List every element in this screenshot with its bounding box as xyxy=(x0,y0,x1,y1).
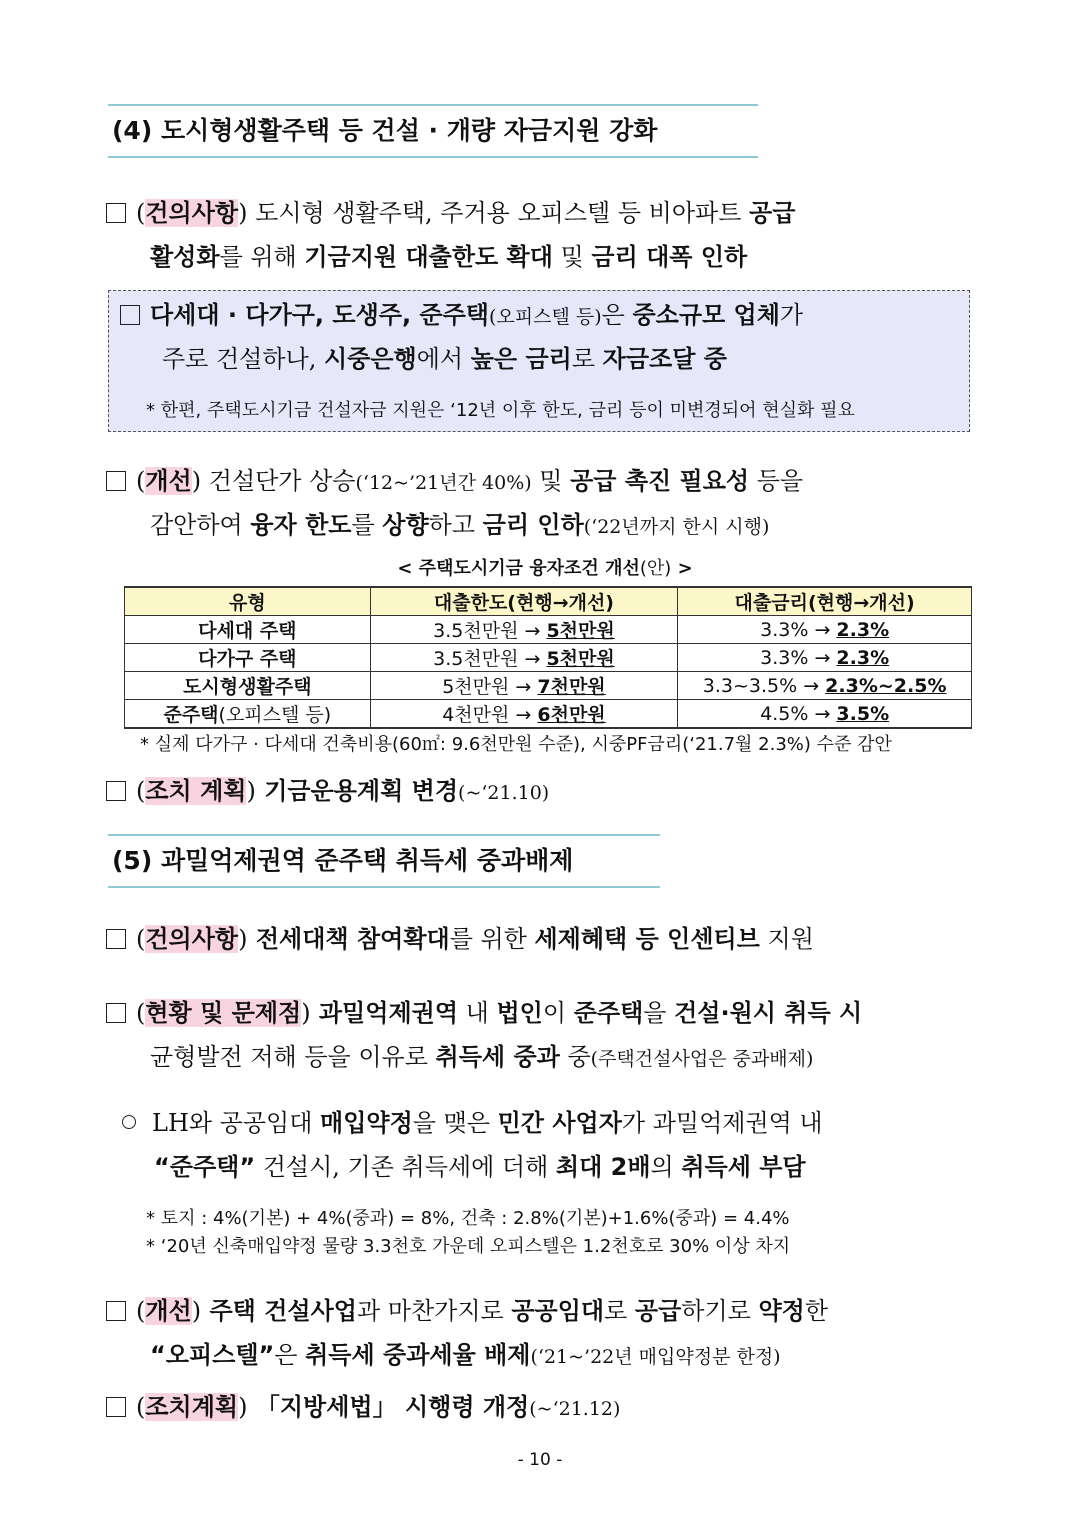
table-row xyxy=(125,700,972,729)
improve-bold: 주택 건설사업 xyxy=(201,1297,357,1325)
box-bold: 자금조달 중 xyxy=(602,345,727,373)
section-5-status-line-2 xyxy=(150,1040,813,1076)
rate-current: 3.3% xyxy=(760,618,809,641)
row-type xyxy=(125,700,371,729)
proposal-bold: 공급 xyxy=(749,199,796,227)
row-type xyxy=(125,644,371,672)
box-text: 은 xyxy=(601,301,633,329)
section-4-plan: (조치 계획) 기금운용계획 변경(~‘21.10) xyxy=(106,774,549,810)
box-small: (오피스텔 등) xyxy=(488,306,602,328)
section-4-improve-line-1: (개선) 건설단가 상승(‘12~’21년간 40%) 및 공급 촉진 필요성 등을 xyxy=(106,464,803,500)
status-bold: 건설·원시 취득 시 xyxy=(674,999,863,1027)
status-bold: 과밀억제권역 xyxy=(310,999,459,1027)
section-4-heading: (4) 도시형생활주택 등 건설 · 개량 자금지원 강화 xyxy=(108,104,758,158)
box-text: 에서 xyxy=(416,345,471,373)
table-caption-end: > xyxy=(671,558,693,579)
status-text: 이 xyxy=(542,999,574,1027)
table-header-row xyxy=(125,587,972,616)
sub-bold: 취득세 부담 xyxy=(681,1153,806,1181)
sub-text: LH와 공공임대 xyxy=(152,1109,321,1137)
arrow-icon: → xyxy=(814,702,831,725)
sub-note-2: * ‘20년 신축매입약정 물량 3.3천호 가운데 오피스텔은 1.2천호로 30% 이상 차지 xyxy=(146,1236,791,1257)
arrow-icon: → xyxy=(515,704,532,726)
info-box-note: * 한편, 주택도시기금 건설자금 지원은 ‘12년 이후 한도, 금리 등이 미변경되어 현실화 필요 xyxy=(146,400,855,421)
arrow-icon: → xyxy=(524,648,541,670)
section-5-improve-line-1: (개선) 주택 건설사업과 마찬가지로 공공임대로 공급하기로 약정한 xyxy=(106,1294,828,1328)
checkbox-square-icon xyxy=(106,203,126,223)
limit-current: 5천만원 xyxy=(442,676,510,698)
limit-new: 6천만원 xyxy=(537,704,606,726)
rate-current: 3.3% xyxy=(760,646,809,669)
improve-text: 하기로 xyxy=(681,1297,759,1325)
box-bold: 시중은행 xyxy=(324,345,417,373)
proposal-tag: 건의사항 xyxy=(145,925,239,953)
table-caption-sub: (안) xyxy=(639,558,672,579)
improve-bold: 공공임대 xyxy=(511,1297,605,1325)
limit-current: 4천만원 xyxy=(442,704,510,726)
sub-text: 을 맺은 xyxy=(412,1109,498,1137)
table-header-type: 유형 xyxy=(125,587,371,616)
arrow-icon: → xyxy=(814,646,831,669)
loan-terms-table xyxy=(124,586,972,729)
status-text: 을 xyxy=(643,999,675,1027)
proposal-text: 를 위한 xyxy=(449,925,535,953)
improve-text: 로 xyxy=(604,1297,635,1325)
plan-date: (~‘21.12) xyxy=(529,1398,621,1420)
sub-text: 의 xyxy=(650,1153,682,1181)
row-limit xyxy=(370,616,678,644)
section-4-improve-line-2 xyxy=(150,508,769,544)
section-4-proposal-line-1: (건의사항) 도시형 생활주택, 주거용 오피스텔 등 비아파트 공급 xyxy=(106,196,795,230)
plan-bold: 기금운용계획 변경 xyxy=(255,777,459,805)
rate-new: 2.3%~2.5% xyxy=(825,674,947,697)
rate-current: 4.5% xyxy=(760,702,809,725)
row-limit xyxy=(370,672,678,700)
arrow-icon: → xyxy=(803,674,820,697)
arrow-icon: → xyxy=(814,618,831,641)
plan-date: (~‘21.10) xyxy=(458,782,550,804)
arrow-icon: → xyxy=(515,676,532,698)
status-text: 균형발전 저해 등을 이유로 xyxy=(150,1043,436,1071)
row-rate xyxy=(678,700,972,729)
section-5-sub-line-2 xyxy=(154,1150,806,1184)
limit-new: 5천만원 xyxy=(546,620,615,642)
table-caption xyxy=(120,556,970,582)
improve-small: (‘22년까지 한시 시행) xyxy=(583,516,770,538)
proposal-bold: 금리 대폭 인하 xyxy=(591,243,748,271)
checkbox-square-icon xyxy=(106,1003,126,1023)
plan-tag: 조치 계획 xyxy=(145,777,247,805)
row-type-label: 다세대 주택 xyxy=(198,620,297,642)
row-type xyxy=(125,672,371,700)
checkbox-square-icon xyxy=(106,1397,126,1417)
improve-bold: “오피스텔” xyxy=(150,1341,275,1369)
section-5-sub-line-1 xyxy=(122,1106,823,1140)
section-4-proposal-line-2 xyxy=(150,240,747,274)
table-note: * 실제 다가구 · 다세대 건축비용(60㎡: 9.6천만원 수준), 시중PF금리(‘21.7월 2.3%) 수준 감안 xyxy=(140,734,892,755)
plan-bold: 「지방세법」 시행령 개정 xyxy=(247,1393,530,1421)
sub-bold: 최대 2배 xyxy=(555,1153,651,1181)
row-type-label: 다가구 주택 xyxy=(198,648,297,670)
sub-note-1: * 토지 : 4%(기본) + 4%(중과) = 8%, 건축 : 2.8%(기본)+1.6%(중과) = 4.4% xyxy=(146,1208,790,1229)
checkbox-square-icon xyxy=(106,929,126,949)
table-row xyxy=(125,616,972,644)
improve-bold: 공급 촉진 필요성 xyxy=(570,467,750,495)
rate-current: 3.3~3.5% xyxy=(702,674,798,697)
row-rate xyxy=(678,644,972,672)
checkbox-square-icon xyxy=(120,305,140,325)
box-bold: 중소규모 업체 xyxy=(632,301,780,329)
bullet-circle-icon xyxy=(122,1115,136,1129)
improve-text: 한 xyxy=(804,1297,829,1325)
improve-bold: 취득세 중과세율 배제 xyxy=(305,1341,531,1369)
rate-new: 2.3% xyxy=(836,646,890,669)
page-number: - 10 - xyxy=(517,1450,563,1470)
status-small: (주택건설사업은 중과배제) xyxy=(590,1048,814,1070)
table-row xyxy=(125,672,972,700)
row-type-label: 도시형생활주택 xyxy=(183,676,312,698)
proposal-bold: 세제혜택 등 인센티브 xyxy=(534,925,760,953)
table-header-rate: 대출금리(현행→개선) xyxy=(678,587,972,616)
improve-small: (‘21~’22년 매입약정분 한정) xyxy=(530,1346,781,1368)
status-tag: 현황 및 문제점 xyxy=(145,999,302,1027)
info-box-line-1 xyxy=(120,298,803,334)
improve-tag: 개선 xyxy=(145,1297,192,1325)
table-row xyxy=(125,644,972,672)
row-limit xyxy=(370,700,678,729)
sub-bold: 민간 사업자 xyxy=(497,1109,622,1137)
limit-current: 3.5천만원 xyxy=(433,620,519,642)
box-text: 주로 건설하나, xyxy=(162,345,324,373)
improve-text: 과 마찬가지로 xyxy=(356,1297,512,1325)
section-5-improve-line-2 xyxy=(150,1338,781,1374)
rate-new: 2.3% xyxy=(836,618,890,641)
improve-bold: 금리 인하 xyxy=(482,511,584,539)
sub-bold: 매입약정 xyxy=(320,1109,413,1137)
row-rate xyxy=(678,672,972,700)
section-5-plan: (조치계획) 「지방세법」 시행령 개정(~‘21.12) xyxy=(106,1390,620,1426)
checkbox-square-icon xyxy=(106,471,126,491)
status-bold: 준주택 xyxy=(573,999,644,1027)
status-bold: 법인 xyxy=(496,999,543,1027)
limit-new: 7천만원 xyxy=(537,676,606,698)
section-5-heading: (5) 과밀억제권역 준주택 취득세 중과배제 xyxy=(108,834,660,888)
proposal-text: 도시형 생활주택, 주거용 오피스텔 등 비아파트 xyxy=(247,199,750,227)
checkbox-square-icon xyxy=(106,781,126,801)
section-5-status-line-1: (현황 및 문제점) 과밀억제권역 내 법인이 준주택을 건설·원시 취득 시 xyxy=(106,996,862,1030)
table-caption-main: < 주택도시기금 융자조건 개선 xyxy=(397,558,640,579)
proposal-tag: 건의사항 xyxy=(145,199,239,227)
row-rate xyxy=(678,616,972,644)
limit-current: 3.5천만원 xyxy=(433,648,519,670)
status-bold: 취득세 중과 xyxy=(435,1043,560,1071)
improve-text: 등을 xyxy=(749,467,804,495)
section-5-proposal: (건의사항) 전세대책 참여확대를 위한 세제혜택 등 인센티브 지원 xyxy=(106,922,814,956)
row-type-sub: (오피스텔 등) xyxy=(218,704,332,726)
improve-text: 감안하여 xyxy=(150,511,251,539)
box-text: 로 xyxy=(571,345,603,373)
improve-bold: 상향 xyxy=(382,511,429,539)
improve-bold: 약정 xyxy=(758,1297,805,1325)
box-bold: 높은 금리 xyxy=(470,345,572,373)
improve-text: 를 xyxy=(351,511,383,539)
improve-text: 건설단가 상승 xyxy=(201,467,356,495)
row-type xyxy=(125,616,371,644)
improve-bold: 융자 한도 xyxy=(250,511,352,539)
proposal-bold: 기금지원 대출한도 확대 xyxy=(304,243,553,271)
row-type-label: 준주택 xyxy=(163,704,219,726)
row-limit xyxy=(370,644,678,672)
sub-text: 건설시, 기존 취득세에 더해 xyxy=(255,1153,556,1181)
improve-text: 및 xyxy=(531,467,571,495)
checkbox-square-icon xyxy=(106,1301,126,1321)
limit-new: 5천만원 xyxy=(546,648,615,670)
sub-text: 가 과밀억제권역 내 xyxy=(621,1109,823,1137)
table-header-limit: 대출한도(현행→개선) xyxy=(370,587,678,616)
info-box-line-2 xyxy=(162,342,727,376)
plan-tag: 조치계획 xyxy=(145,1393,239,1421)
arrow-icon: → xyxy=(524,620,541,642)
proposal-bold: 활성화 xyxy=(150,243,220,271)
proposal-text: 지원 xyxy=(759,925,814,953)
improve-text: 하고 xyxy=(428,511,483,539)
proposal-text: 를 위해 xyxy=(219,243,305,271)
improve-bold: 공급 xyxy=(634,1297,682,1325)
proposal-text: 및 xyxy=(552,243,592,271)
improve-text: 은 xyxy=(274,1341,306,1369)
status-text: 내 xyxy=(458,999,497,1027)
box-text: 가 xyxy=(779,301,804,329)
proposal-bold: 전세대책 참여확대 xyxy=(247,925,450,953)
box-bold: 다세대 · 다가구, 도생주, 준주택 xyxy=(150,301,489,329)
improve-tag: 개선 xyxy=(145,467,192,495)
status-text: 중 xyxy=(559,1043,591,1071)
rate-new: 3.5% xyxy=(836,702,890,725)
sub-bold: “준주택” xyxy=(154,1153,256,1181)
improve-small: (‘12~’21년간 40%) xyxy=(355,472,532,494)
